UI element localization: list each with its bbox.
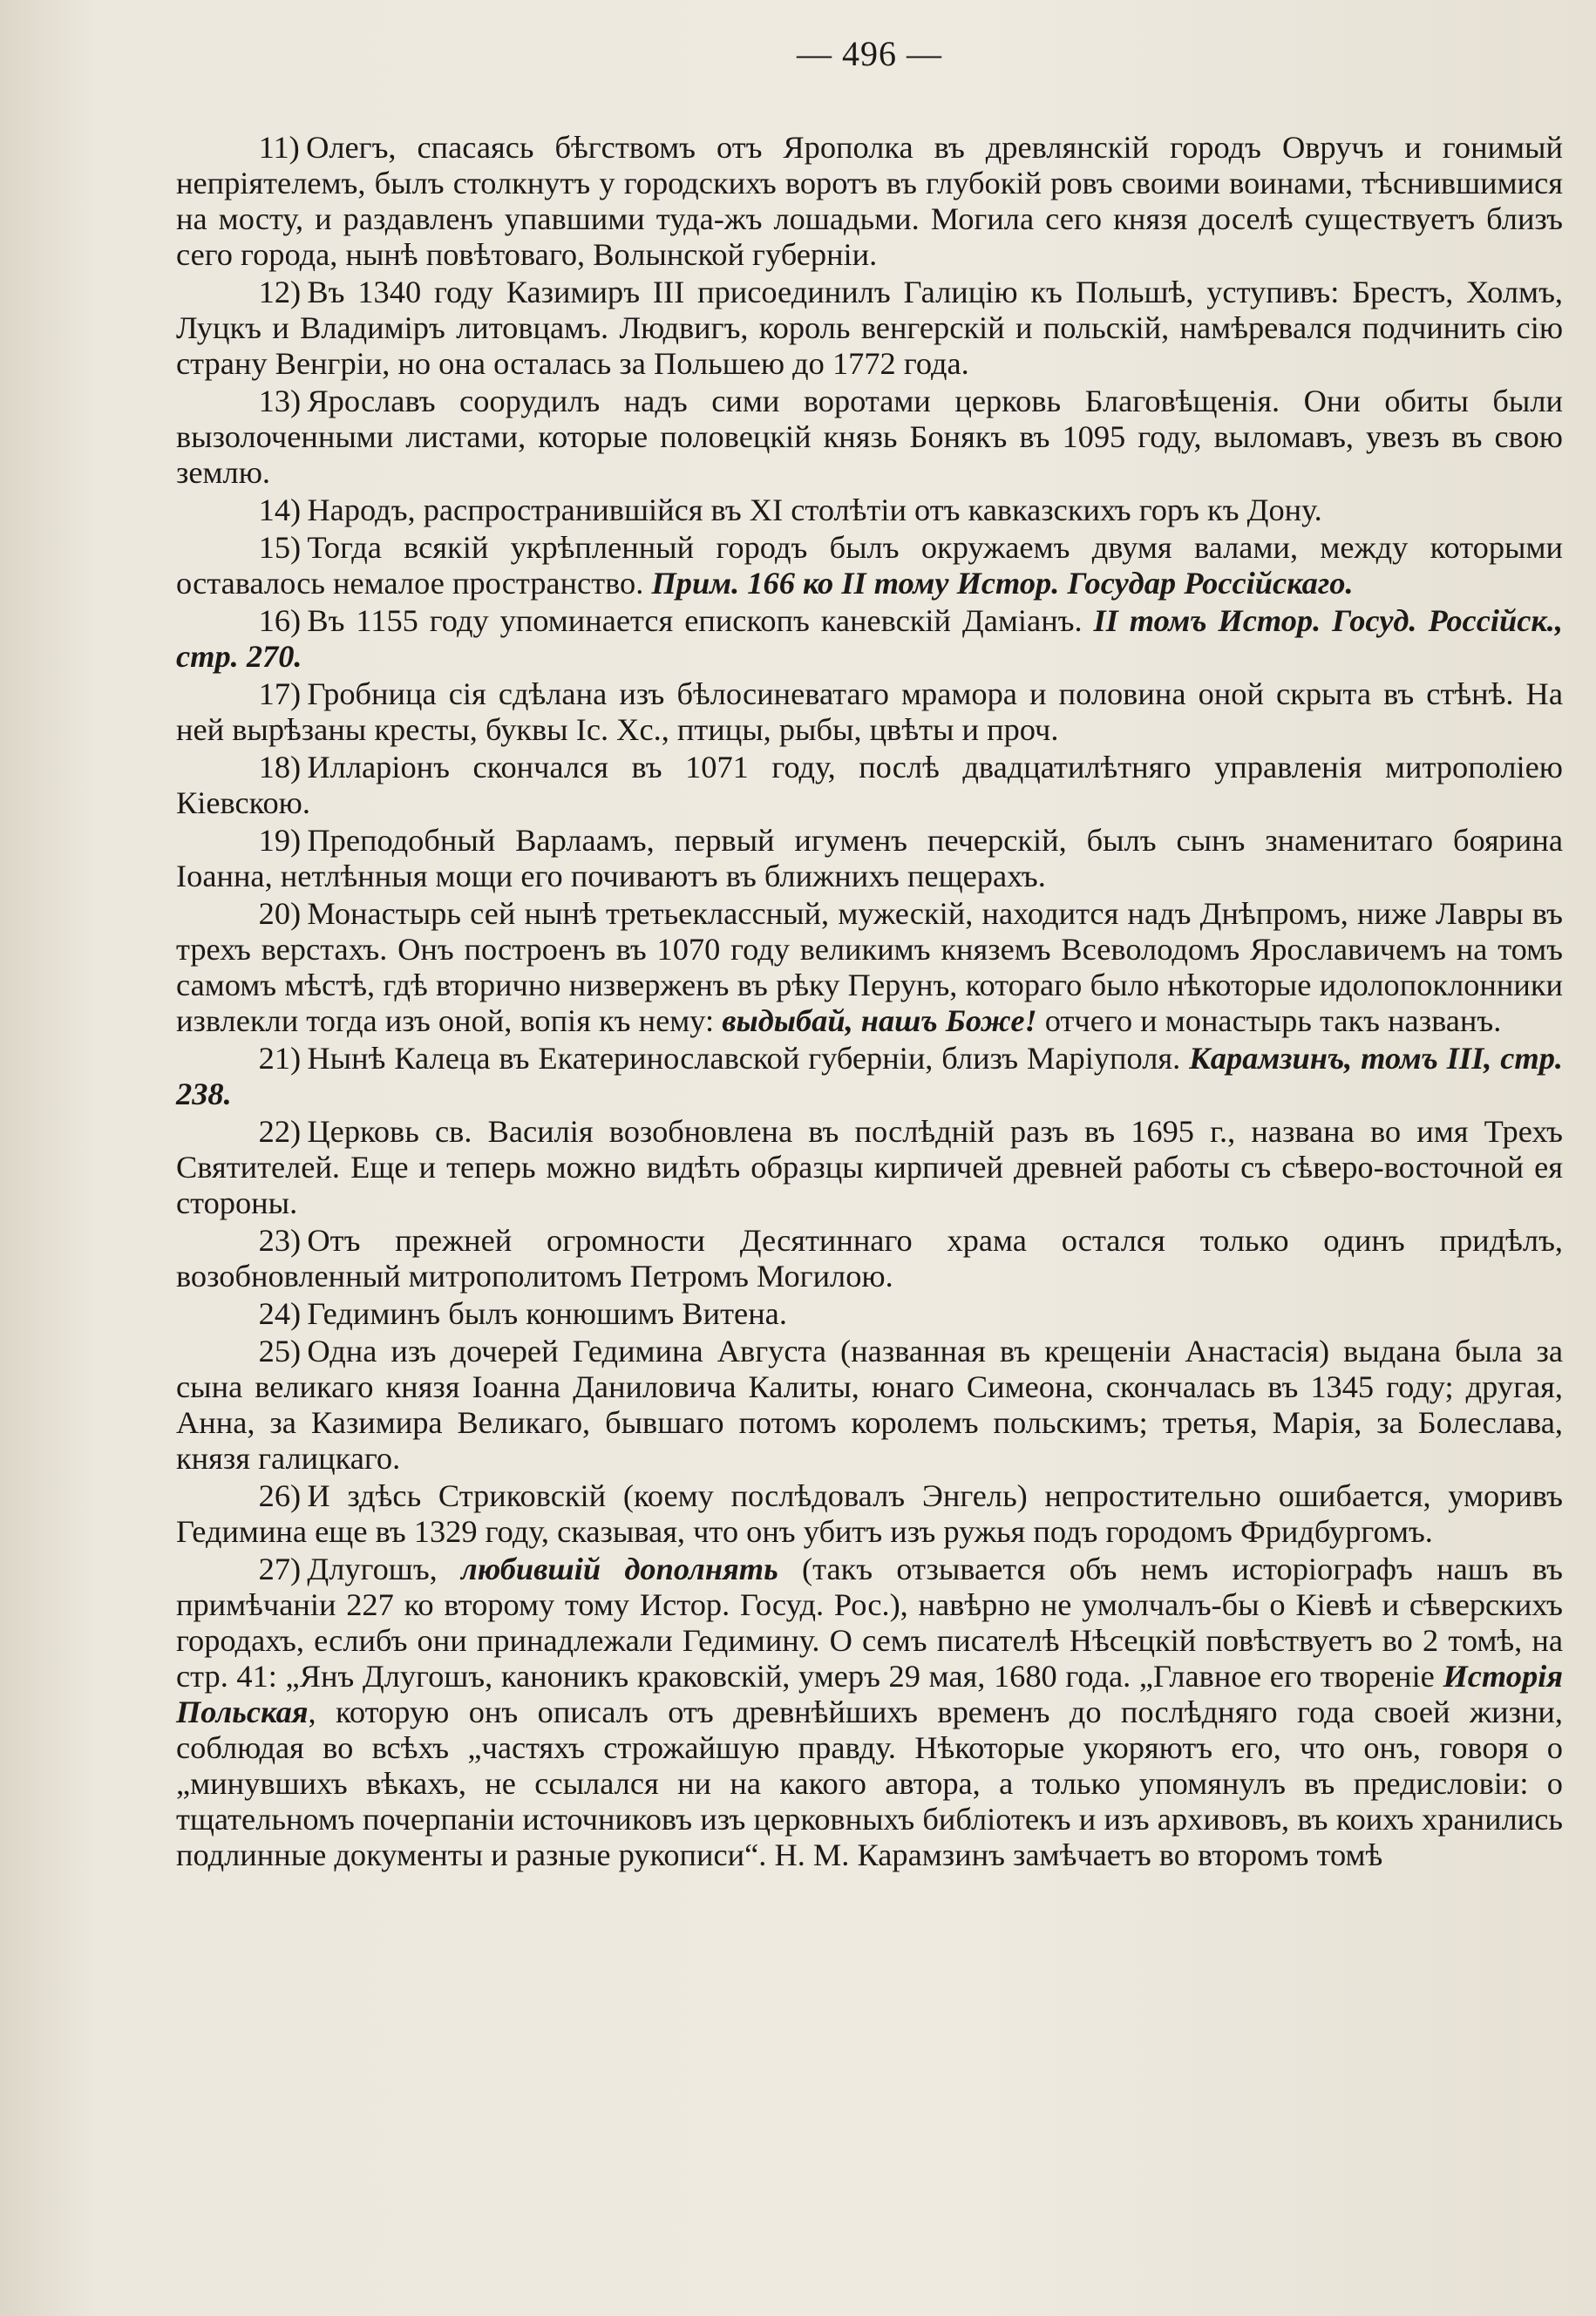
footnote-number: 14) xyxy=(258,492,302,527)
footnote-text: Илларіонъ скончался въ 1071 году, послѣ двадцатилѣтняго управленія митрополіею Кіевскою. xyxy=(176,750,1563,820)
footnote-text: Монастырь сей нынѣ третьеклассный, мужескій, находится надъ Днѣпромъ, ниже Лавры въ трехъ верстахъ. Онъ построенъ въ 1070 году великимъ княземъ Всеволодомъ Ярославичемъ на томъ самомъ мѣстѣ, гдѣ вторично низверженъ въ рѣку Перунъ, котораго было нѣкоторые идолопоклонники извлекли тогда изъ оной, вопія къ нему: xyxy=(176,896,1563,1038)
footnote-number: 22) xyxy=(258,1114,302,1149)
footnote-text: Преподобный Варлаамъ, первый игуменъ печерскій, былъ сынъ знаменитаго боярина Іоанна, нетлѣнныя мощи его почиваютъ въ ближнихъ пещерахъ. xyxy=(176,823,1563,893)
footnote-number: 27) xyxy=(258,1552,302,1586)
footnote-text: отчего и монастырь такъ названъ. xyxy=(1036,1003,1502,1038)
footnote-15 xyxy=(176,530,1563,601)
footnote-text: Ярославъ соорудилъ надъ сими воротами церковь Благовѣщенія. Они обиты были вызолоченными листами, которые половецкій князь Бонякъ въ 1095 году, выломавъ, увезъ въ свою землю. xyxy=(176,384,1563,490)
footnote-16 xyxy=(176,603,1563,675)
footnote-19 xyxy=(176,823,1563,894)
footnote-text: Отъ прежней огромности Десятиннаго храма остался только одинъ придѣлъ, возобновленный митрополитомъ Петромъ Могилою. xyxy=(176,1223,1563,1294)
footnote-number: 16) xyxy=(258,603,302,638)
footnote-number: 13) xyxy=(258,384,302,418)
footnote-12 xyxy=(176,275,1563,382)
footnote-11 xyxy=(176,130,1563,273)
footnote-citation: любившій дополнять xyxy=(461,1552,778,1586)
footnote-number: 26) xyxy=(258,1478,302,1513)
footnote-number: 21) xyxy=(258,1041,302,1076)
footnote-number: 20) xyxy=(258,896,302,931)
footnote-number: 18) xyxy=(258,750,302,784)
footnote-number: 15) xyxy=(258,530,302,565)
footnote-25 xyxy=(176,1334,1563,1477)
footnote-number: 11) xyxy=(258,130,300,165)
footnote-26 xyxy=(176,1478,1563,1550)
footnote-text: Въ 1340 году Казимиръ III присоединилъ Галицію къ Польшѣ, уступивъ: Брестъ, Холмъ, Луцкъ и Владиміръ литовцамъ. Людвигъ, король венгерскій и польскій, намѣревался подчинить сію страну Венгріи, но она осталась за Польшею до 1772 года. xyxy=(176,275,1563,381)
footnote-17 xyxy=(176,676,1563,748)
footnote-13 xyxy=(176,384,1563,491)
footnote-citation: II томъ Истор. Госуд. Россійск., стр. 270. xyxy=(176,603,1564,674)
footnote-text: Гедиминъ былъ конюшимъ Витена. xyxy=(307,1296,787,1331)
footnote-citation: Карамзинъ, томъ III, стр. 238. xyxy=(176,1041,1563,1111)
footnote-22 xyxy=(176,1114,1563,1221)
footnote-text: , которую онъ описалъ отъ древнѣйшихъ временъ до послѣдняго года своей жизни, соблюдая во всѣхъ „частяхъ строжайшую правду. Нѣкоторые укоряютъ его, что онъ, говоря о „минувшихъ вѣкахъ, не ссылался ни на какого автора, а только упомянулъ въ предисловіи: о тщательномъ почерпаніи источниковъ изъ церковныхъ библіотекъ и изъ архивовъ, въ коихъ хранились подлинные документы и разные рукописи“. Н. М. Карамзинъ замѣчаетъ во второмъ томѣ xyxy=(176,1695,1563,1872)
footnote-number: 19) xyxy=(258,823,302,858)
footnote-23 xyxy=(176,1223,1563,1294)
footnote-21 xyxy=(176,1041,1563,1112)
footnote-text: Олегъ, спасаясь бѣгствомъ отъ Ярополка въ древлянскій городъ Овручъ и гонимый непріятелемъ, былъ столкнутъ у городскихъ воротъ въ глубокій ровъ своими воинами, тѣснившимися на мосту, и раздавленъ упавшими туда-жъ лошадьми. Могила сего князя доселѣ существуетъ близъ сего города, нынѣ повѣтоваго, Волынской губерніи. xyxy=(176,130,1563,272)
footnote-number: 17) xyxy=(258,676,302,711)
footnote-citation: выдыбай, нашъ Боже! xyxy=(722,1003,1037,1038)
page-number: — 496 — xyxy=(797,34,942,73)
footnote-14 xyxy=(176,492,1563,528)
footnote-number: 24) xyxy=(258,1296,302,1331)
footnote-text: Тогда всякій укрѣпленный городъ былъ окружаемъ двумя валами, между которыми оставалось немалое пространство. xyxy=(176,530,1563,601)
footnote-24 xyxy=(176,1296,1563,1332)
footnote-text: Церковь св. Василія возобновлена въ послѣдній разъ въ 1695 г., названа во имя Трехъ Святителей. Еще и теперь можно видѣть образцы кирпичей древней работы съ сѣверо-восточной ея стороны. xyxy=(176,1114,1563,1220)
footnote-citation: Прим. 166 ко II тому Истор. Государ Россійскаго. xyxy=(651,566,1354,601)
footnote-text: Длугошъ, xyxy=(307,1552,462,1586)
footnote-text: Гробница сія сдѣлана изъ бѣлосиневатаго мрамора и половина оной скрыта въ стѣнѣ. На ней вырѣзаны кресты, буквы Іс. Хс., птицы, рыбы, цвѣты и проч. xyxy=(176,676,1563,747)
footnote-citation: Исторія Польская xyxy=(176,1659,1563,1729)
footnote-text: Нынѣ Калеца въ Екатеринославской губерніи, близъ Маріуполя. xyxy=(307,1041,1190,1076)
footnote-text: И здѣсь Стриковскій (коему послѣдовалъ Энгель) непростительно ошибается, уморивъ Гедимина еще въ 1329 году, сказывая, что онъ убитъ изъ ружья подъ городомъ Фридбургомъ. xyxy=(176,1478,1563,1549)
footnote-27 xyxy=(176,1552,1563,1873)
footnote-text: (такъ отзывается объ немъ исторіографъ нашъ въ примѣчаніи 227 ко второму тому Истор. Госуд. Рос.), навѣрно не умолчалъ-бы о Кіевѣ и сѣверскихъ городахъ, еслибъ они принадлежали Гедимину. О семъ писателѣ Нѣсецкій повѣствуетъ во 2 томѣ, на стр. 41: „Янъ Длугошъ, каноникъ краковскій, умеръ 29 мая, 1680 года. „Главное его твореніе xyxy=(176,1552,1563,1694)
footnote-number: 12) xyxy=(258,275,302,309)
footnote-text: Одна изъ дочерей Гедимина Августа (названная въ крещеніи Анастасія) выдана была за сына великаго князя Іоанна Даниловича Калиты, юнаго Симеона, скончалась въ 1345 году; другая, Анна, за Казимира Великаго, бывшаго потомъ королемъ польскимъ; третья, Марія, за Болеслава, князя галицкаго. xyxy=(176,1334,1563,1476)
footnote-number: 25) xyxy=(258,1334,302,1369)
footnote-number: 23) xyxy=(258,1223,302,1258)
footnote-18 xyxy=(176,750,1563,821)
footnotes-list xyxy=(176,130,1563,1873)
footnote-text: Въ 1155 году упоминается епископъ каневскій Даміанъ. xyxy=(307,603,1094,638)
footnote-20 xyxy=(176,896,1563,1039)
footnote-text: Народъ, распространившійся въ XI столѣтіи отъ кавказскихъ горъ къ Дону. xyxy=(307,492,1322,527)
